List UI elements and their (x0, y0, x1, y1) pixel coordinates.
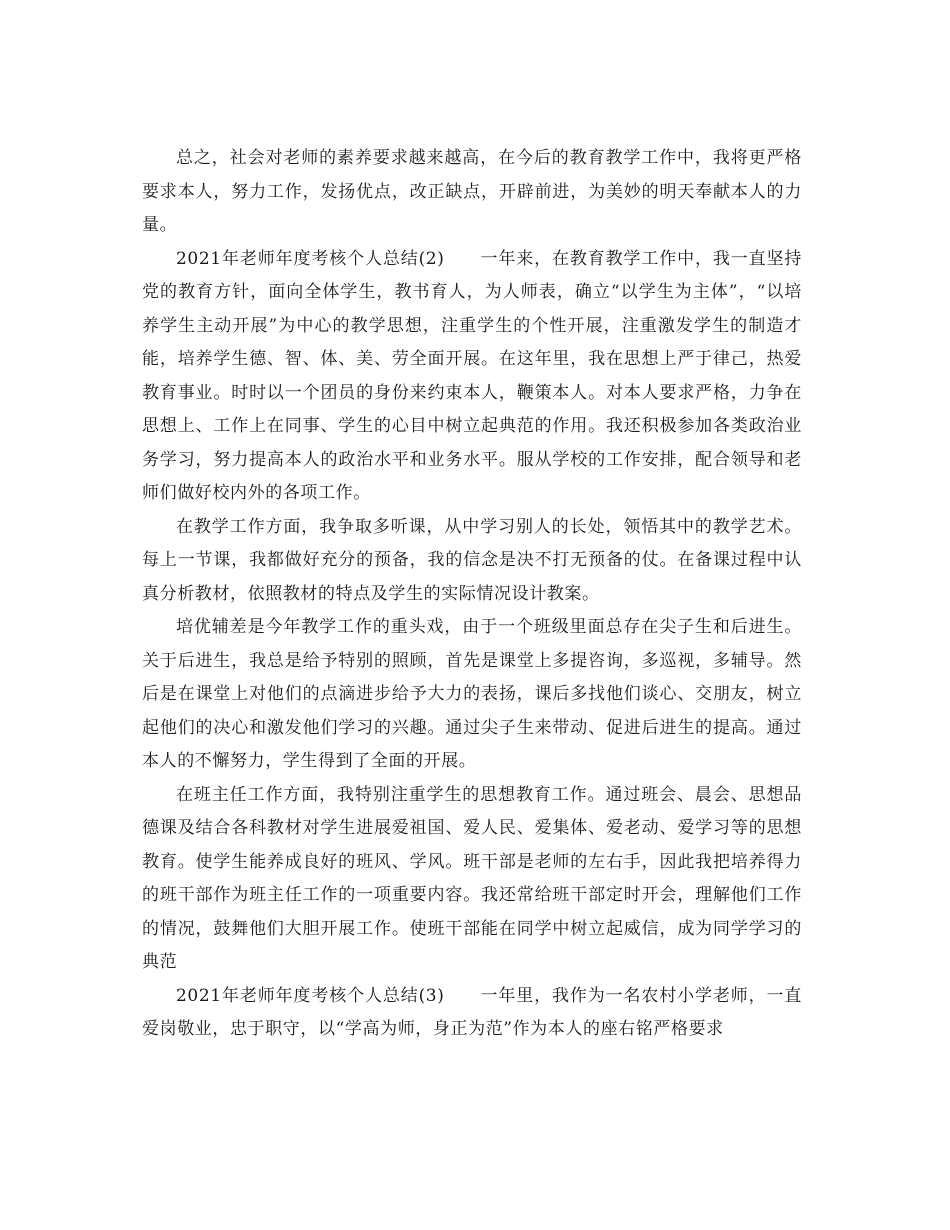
paragraph-teaching-work: 在教学工作方面，我争取多听课，从中学习别人的长处，领悟其中的教学艺术。每上一节课，我都做好充分的预备，我的信念是决不打无预备的仗。在备课过程中认真分析教材，依照教材的特点及学生的实际情况设计教案。 (142, 516, 802, 604)
paragraph-summary-3-intro: 2021年老师年度考核个人总结(3) 一年里，我作为一名农村小学老师，一直爱岗敬业，忠于职守，以“学高为师，身正为范”作为本人的座右铭严格要求 (142, 985, 802, 1039)
paragraph-summary-2-intro: 2021年老师年度考核个人总结(2) 一年来，在教育教学工作中，我一直坚持党的教育方针，面向全体学生，教书育人，为人师表，确立“以学生为主体”，“以培养学生主动开展”为中心的教学思想，注重学生的个性开展，注重激发学生的制造才能，培养学生德、智、体、美、劳全面开展。在这年里，我在思想上严于律己，热爱教育事业。时时以一个团员的身份来约束本人，鞭策本人。对本人要求严格，力争在思想上、工作上在同事、学生的心目中树立起典范的作用。我还积极参加各类政治业务学习，努力提高本人的政治水平和业务水平。服从学校的工作安排，配合领导和老师们做好校内外的各项工作。 (142, 248, 802, 503)
document-body (142, 142, 802, 1047)
paragraph-tutoring: 培优辅差是今年教学工作的重头戏，由于一个班级里面总存在尖子生和后进生。关于后进生，我总是给予特别的照顾，首先是课堂上多提咨询，多巡视，多辅导。然后是在课堂上对他们的点滴进步给予大力的表扬，课后多找他们谈心、交朋友，树立起他们的决心和激发他们学习的兴趣。通过尖子生来带动、促进后进生的提高。通过本人的不懈努力，学生得到了全面的开展。 (142, 617, 802, 771)
paragraph-class-teacher-work: 在班主任工作方面，我特别注重学生的思想教育工作。通过班会、晨会、思想品德课及结合各科教材对学生进展爱祖国、爱人民、爱集体、爱老动、爱学习等的思想教育。使学生能养成良好的班风、学风。班干部是老师的左右手，因此我把培养得力的班干部作为班主任工作的一项重要内容。我还常给班干部定时开会，理解他们工作的情况，鼓舞他们大胆开展工作。使班干部能在同学中树立起威信，成为同学学习的典范 (142, 784, 802, 972)
paragraph-conclusion: 总之，社会对老师的素养要求越来越高，在今后的教育教学工作中，我将更严格要求本人，努力工作，发扬优点，改正缺点，开辟前进，为美妙的明天奉献本人的力量。 (142, 148, 802, 235)
